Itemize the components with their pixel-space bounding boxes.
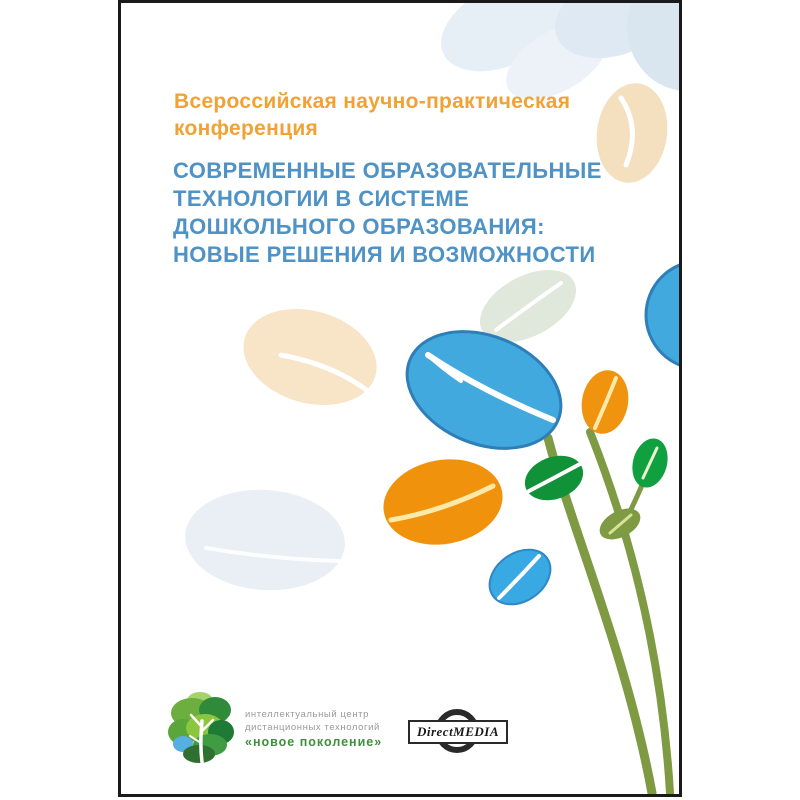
book-title-line1: СОВРЕМЕННЫЕ ОБРАЗОВАТЕЛЬНЫЕ	[173, 158, 602, 183]
directmedia-label: DirectMEDIA	[408, 720, 508, 744]
pale-blue-leaf-left	[182, 485, 349, 596]
tree-logo-icon	[168, 692, 234, 763]
dark-green-leaf	[519, 448, 590, 508]
conference-heading-line2: конференция	[174, 117, 319, 140]
book-title-line4: НОВЫЕ РЕШЕНИЯ И ВОЗМОЖНОСТИ	[173, 242, 596, 267]
small-blue-leaf	[479, 538, 561, 615]
conference-heading	[174, 88, 570, 142]
big-orange-leaf	[377, 450, 510, 554]
conference-heading-line1: Всероссийская научно-практическая	[174, 90, 571, 113]
beige-leaf-left	[232, 294, 388, 420]
blue-leaf-right-edge	[646, 261, 679, 369]
beige-leaf-top	[590, 79, 673, 188]
book-title-line3: ДОШКОЛЬНОГО ОБРАЗОВАНИЯ:	[173, 214, 545, 239]
small-green-leaf	[627, 434, 673, 491]
book-cover	[118, 0, 682, 797]
orange-leaf-upper	[577, 366, 633, 437]
publisher-new-generation: «новое поколение»	[245, 735, 383, 749]
publisher-intellect-center	[245, 708, 382, 749]
directmedia-logo	[408, 707, 508, 757]
publisher-line1: интеллектуальный центр	[245, 709, 369, 720]
book-title	[173, 157, 602, 269]
publisher-line2: дистанционных технологий	[245, 722, 380, 733]
book-title-line2: ТЕХНОЛОГИИ В СИСТЕМЕ	[173, 186, 470, 211]
